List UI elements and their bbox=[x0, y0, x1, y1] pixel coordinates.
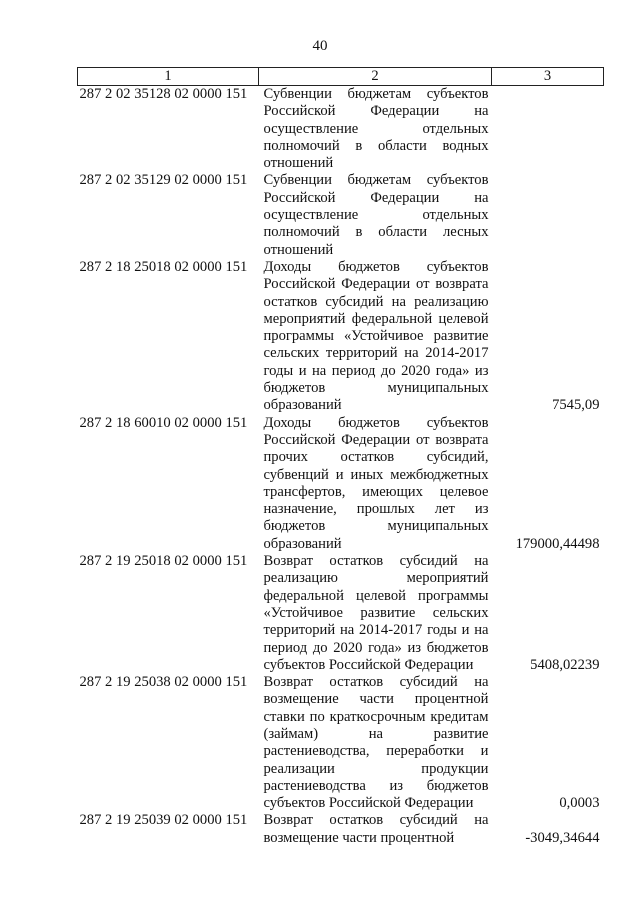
header-column-3: 3 bbox=[492, 68, 604, 86]
page-number: 40 bbox=[312, 38, 328, 54]
income-description: Возврат остатков субсидий на возмещение части процентной bbox=[263, 812, 489, 846]
header-row bbox=[78, 68, 604, 86]
budget-code: 287 2 18 60010 02 0000 151 bbox=[79, 414, 248, 431]
income-description: Доходы бюджетов субъектов Российской Федерации от возврата прочих остатков субсидий, субвенций и иных межбюджетных трансфертов, имеющих целевое назначение, прошлых лет из бюджетов муниципальных образований bbox=[263, 414, 489, 552]
table-row bbox=[78, 553, 604, 674]
amount-cell bbox=[492, 86, 604, 173]
budget-table bbox=[77, 67, 604, 847]
budget-code: 287 2 19 25038 02 0000 151 bbox=[79, 674, 248, 691]
budget-code: 287 2 19 25018 02 0000 151 bbox=[79, 553, 248, 570]
income-description: Доходы бюджетов субъектов Российской Федерации от возврата остатков субсидий на реализацию мероприятий федеральной целевой программы «Устойчивое развитие сельских территорий на 2014-2017 годы и на период до 2020 года» из бюджетов муниципальных образований bbox=[263, 258, 489, 414]
header-column-1: 1 bbox=[78, 68, 259, 86]
table-row bbox=[78, 172, 604, 258]
table-row bbox=[78, 86, 604, 173]
table-row bbox=[78, 259, 604, 415]
amount-cell: 7545,09 bbox=[552, 397, 600, 414]
income-description: Субвенции бюджетам субъектов Российской Федерации на осуществление отдельных полномочий в области лесных отношений bbox=[263, 172, 489, 258]
table-header bbox=[78, 68, 604, 86]
amount-cell: 0,0003 bbox=[559, 795, 600, 812]
income-description: Субвенции бюджетам субъектов Российской Федерации на осуществление отдельных полномочий в области водных отношений bbox=[263, 86, 489, 172]
table-row bbox=[78, 812, 604, 847]
table-row bbox=[78, 415, 604, 553]
header-column-2: 2 bbox=[259, 68, 492, 86]
table-row bbox=[78, 674, 604, 812]
amount-cell: 5408,02239 bbox=[530, 656, 600, 673]
amount-cell: 179000,44498 bbox=[515, 535, 600, 552]
budget-code: 287 2 18 25018 02 0000 151 bbox=[79, 258, 248, 275]
amount-cell: -3049,34644 bbox=[525, 829, 600, 846]
budget-code: 287 2 02 35128 02 0000 151 bbox=[79, 86, 248, 102]
income-description: Возврат остатков субсидий на возмещение части процентной ставки по краткосрочным кредитам (займам) на развитие растениеводства, переработки и реализации продукции растениеводства из бюджетов субъектов Российской Федерации bbox=[263, 674, 489, 812]
budget-code: 287 2 19 25039 02 0000 151 bbox=[79, 812, 248, 829]
table-body bbox=[78, 86, 604, 848]
budget-code: 287 2 02 35129 02 0000 151 bbox=[79, 172, 248, 189]
income-description: Возврат остатков субсидий на реализацию мероприятий федеральной целевой программы «Устойчивое развитие сельских территорий на 2014-2017 годы и на период до 2020 года» из бюджетов субъектов Российской Федерации bbox=[263, 553, 489, 673]
amount-cell bbox=[492, 172, 604, 258]
